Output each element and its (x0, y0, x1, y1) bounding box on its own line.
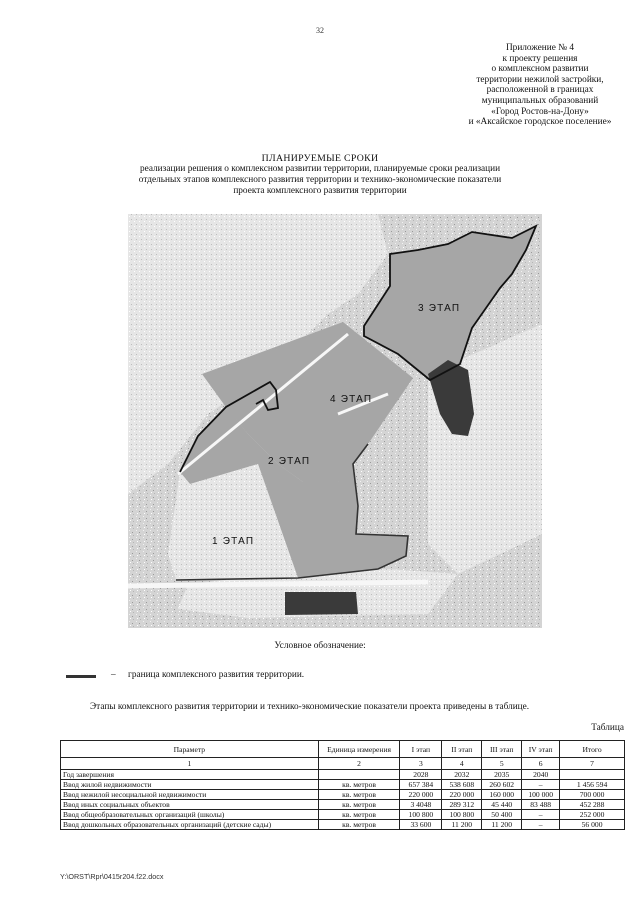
value-cell: 2032 (442, 770, 482, 780)
unit-cell: кв. метров (318, 810, 400, 820)
table-row (61, 790, 625, 800)
table-number-row (61, 758, 625, 770)
table-row (61, 810, 625, 820)
value-cell: 1 456 594 (560, 780, 625, 790)
territory-map (128, 214, 542, 628)
appendix-line: и «Аксайское городское поселение» (468, 117, 612, 128)
value-cell: 100 800 (442, 810, 482, 820)
value-cell: 100 800 (400, 810, 442, 820)
subtitle-line: проекта комплексного развития территории (233, 185, 407, 196)
header-cell: Итого (560, 741, 625, 758)
value-cell: 45 440 (482, 800, 522, 810)
table-label: Таблица (591, 723, 624, 733)
table-row (61, 800, 625, 810)
value-cell: 83 488 (522, 800, 560, 810)
value-cell: 50 400 (482, 810, 522, 820)
value-cell: 700 000 (560, 790, 625, 800)
subtitle-line: реализации решения о комплексном развитии территории, планируемые сроки реализации (139, 164, 501, 174)
header-cell: I этап (400, 741, 442, 758)
header-cell: III этап (482, 741, 522, 758)
unit-cell: кв. метров (318, 780, 400, 790)
value-cell: 2040 (522, 770, 560, 780)
value-cell: 2028 (400, 770, 442, 780)
value-cell: – (522, 780, 560, 790)
value-cell: 260 602 (482, 780, 522, 790)
column-number: 6 (522, 758, 560, 770)
param-cell: Ввод иных социальных объектов (61, 800, 319, 810)
column-number: 7 (560, 758, 625, 770)
unit-cell: кв. метров (318, 800, 400, 810)
appendix-line: «Город Ростов-на-Дону» (491, 106, 589, 117)
legend-title: Условное обозначение: (274, 641, 366, 651)
column-number: 1 (61, 758, 319, 770)
value-cell: 538 608 (442, 780, 482, 790)
header-cell: II этап (442, 741, 482, 758)
table-row (61, 780, 625, 790)
appendix-header (440, 43, 640, 128)
param-cell: Год завершения (61, 770, 319, 780)
value-cell: 33 600 (400, 820, 442, 830)
unit-cell: кв. метров (318, 820, 400, 830)
value-cell: 100 000 (522, 790, 560, 800)
value-cell: 289 312 (442, 800, 482, 810)
appendix-line: расположенной в границах (486, 85, 594, 96)
column-number: 4 (442, 758, 482, 770)
territory-map-svg (128, 214, 542, 628)
value-cell: 657 384 (400, 780, 442, 790)
header-cell: Параметр (61, 741, 319, 758)
intro-text: Этапы комплексного развития территории и технико-экономические показатели проекта приведены в таблице. (90, 702, 530, 712)
stage-label-3: 3 ЭТАП (418, 303, 461, 314)
page-number: 32 (316, 26, 324, 35)
map-dark-zone (285, 592, 358, 615)
value-cell: – (522, 810, 560, 820)
legend-dash: – (111, 670, 116, 680)
appendix-line: к проекту решения (502, 53, 578, 64)
document-title: ПЛАНИРУЕМЫЕ СРОКИ (261, 153, 379, 164)
column-number: 5 (482, 758, 522, 770)
table-row (61, 770, 625, 780)
stage-label-2: 2 ЭТАП (268, 456, 311, 467)
value-cell: 220 000 (442, 790, 482, 800)
param-cell: Ввод нежилой несоциальной недвижимости (61, 790, 319, 800)
appendix-line: Приложение № 4 (505, 43, 575, 53)
stage-label-4: 4 ЭТАП (330, 394, 373, 405)
value-cell: 252 000 (560, 810, 625, 820)
value-cell: 2035 (482, 770, 522, 780)
column-number: 3 (400, 758, 442, 770)
technical-indicators-table (60, 740, 625, 830)
value-cell: 3 4048 (400, 800, 442, 810)
value-cell: 11 200 (442, 820, 482, 830)
header-cell: Единица измерения (318, 741, 400, 758)
value-cell: 220 000 (400, 790, 442, 800)
value-cell: 56 000 (560, 820, 625, 830)
value-cell: 11 200 (482, 820, 522, 830)
legend-boundary-symbol (66, 675, 96, 678)
legend-text: граница комплексного развития территории. (128, 670, 305, 680)
subtitle-line: отдельных этапов комплексного развития территории и технико-экономические показатели (138, 174, 502, 185)
table-row (61, 820, 625, 830)
footer-file-path: Y:\ORST\Rpr\0415r204.f22.docx (60, 872, 164, 881)
header-cell: IV этап (522, 741, 560, 758)
column-number: 2 (318, 758, 400, 770)
table-header-row (61, 741, 625, 758)
value-cell: 452 288 (560, 800, 625, 810)
value-cell: – (522, 820, 560, 830)
param-cell: Ввод дошкольных образовательных организаций (детские сады) (61, 820, 319, 830)
document-subtitle (0, 164, 640, 196)
value-cell (560, 770, 625, 780)
stage-label-1: 1 ЭТАП (212, 536, 255, 547)
appendix-line: территории нежилой застройки, (476, 74, 604, 85)
value-cell: 160 000 (482, 790, 522, 800)
param-cell: Ввод жилой недвижимости (61, 780, 319, 790)
appendix-line: о комплексном развитии (491, 64, 589, 75)
unit-cell (318, 770, 400, 780)
appendix-line: муниципальных образований (481, 95, 599, 106)
param-cell: Ввод общеобразовательных организаций (школы) (61, 810, 319, 820)
unit-cell: кв. метров (318, 790, 400, 800)
